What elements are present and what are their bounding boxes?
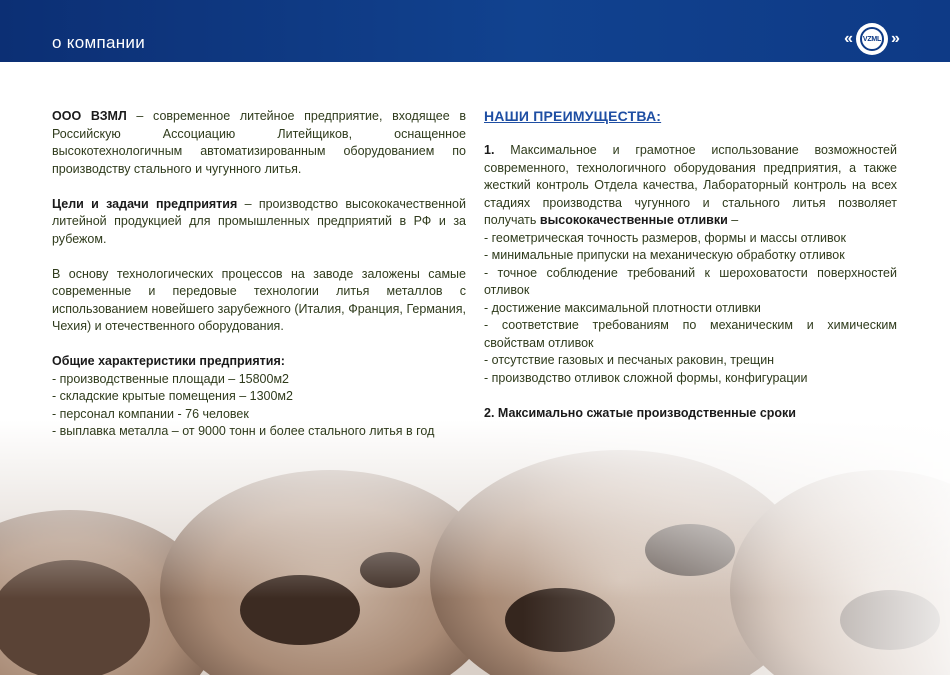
intro-paragraph: ООО ВЗМЛ – современное литейное предприятие, входящее в Российскую Ассоциацию Литейщиков, оснащенное высокотехнологичным автоматизированным оборудованием по производству стального и чугунного литья. [52, 109, 466, 176]
logo-quote-right: » [891, 30, 900, 47]
characteristic-item: - складские крытые помещения – 1300м2 [52, 389, 293, 403]
advantage-item: - отсутствие газовых и песчаных раковин, трещин [484, 353, 775, 367]
characteristic-item: - производственные площади – 15800м2 [52, 371, 290, 386]
advantage-item: - достижение максимальной плотности отливки [484, 300, 761, 315]
characteristic-item: - выплавка металла – от 9000 тонн и более стального литья в год [52, 424, 435, 438]
technology-paragraph: В основу технологических процессов на заводе заложены самые современные и передовые технологии литья металлов с использованием новейшего зарубежного (Италия, Франция, Германия, Чехия) и отечественного оборудования. [52, 266, 466, 333]
characteristic-item: - персонал компании - 76 человек [52, 406, 249, 421]
advantage-item: - соответствие требованиям по механическим и химическим свойствам отливок [484, 318, 897, 350]
castings-background-image [0, 420, 950, 675]
advantages-list [484, 142, 897, 422]
advantage-point-2: 2. Максимально сжатые производственные сроки [484, 405, 796, 420]
company-name: ООО ВЗМЛ [52, 109, 127, 123]
company-logo[interactable] [842, 22, 902, 56]
advantage-item: - точное соблюдение требований к шероховатости поверхностей отливок [484, 265, 897, 297]
logo-circle-icon [856, 23, 888, 55]
logo-text: VZML [862, 35, 882, 43]
advantages-title: НАШИ ПРЕИМУЩЕСТВА: [484, 108, 662, 124]
logo-quote-left: « [844, 30, 853, 47]
advantage-item: - производство отливок сложной формы, конфигурации [484, 370, 808, 385]
goals-paragraph: Цели и задачи предприятия – производство высококачественной литейной продукцией для промышленных предприятий в РФ и за рубежом. [52, 196, 466, 246]
characteristics-title: Общие характеристики предприятия: [52, 354, 285, 368]
header-bar [0, 0, 950, 62]
page-title: о компании [52, 33, 145, 52]
company-description [52, 108, 466, 441]
advantage-item: - геометрическая точность размеров, формы и массы отливок [484, 230, 846, 245]
high-quality-castings: высококачественные отливки [539, 213, 728, 227]
advantage-item: - минимальные припуски на механическую обработку отливок [484, 248, 845, 262]
advantage-point-1: 1. Максимальное и грамотное использование возможностей современного, технологичного оборудования предприятия, а также жесткий контроль Отдела качества, Лабораторный контроль на всех стадиях производства чугунного и стального литья позволяет получать высококачественные отливки – [484, 143, 897, 227]
goals-label: Цели и задачи предприятия [52, 196, 238, 211]
